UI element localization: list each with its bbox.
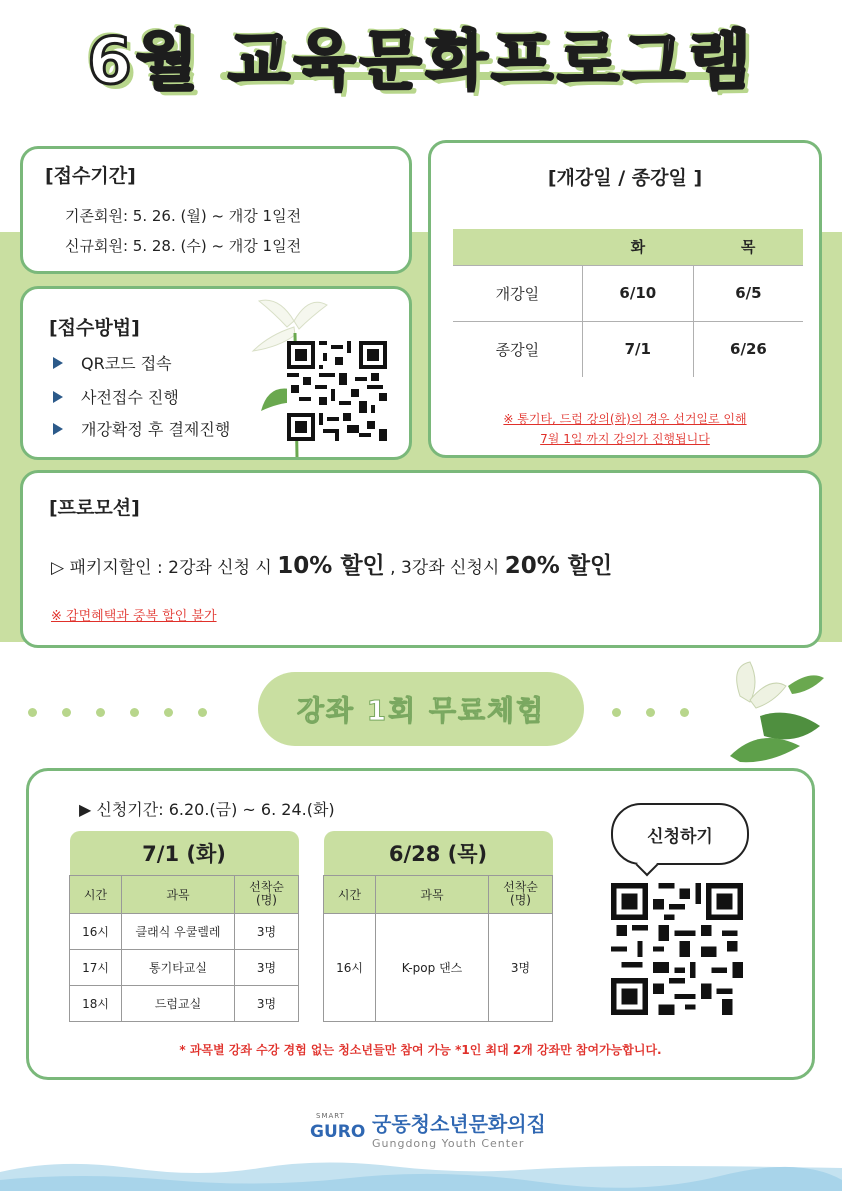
table-row [70, 949, 299, 985]
free-trial-card [26, 768, 815, 1080]
method-item-label: 사전접수 진행 [81, 388, 179, 407]
apply-label: 신청하기 [647, 826, 713, 847]
schedule-col-subject: 과목 [122, 875, 235, 913]
org-name-english: Gungdong Youth Center [372, 1137, 525, 1150]
dot [198, 708, 207, 717]
registration-qr-code[interactable] [287, 341, 387, 441]
dot [612, 708, 621, 717]
dot [646, 708, 655, 717]
schedule-col-capacity: 선착순 (명) [235, 875, 299, 913]
dot [130, 708, 139, 717]
schedule-subject: 클래식 우쿨렐레 [122, 913, 235, 949]
dates-corner-header [453, 229, 582, 265]
dates-note-line2: 7월 1일 까지 강의가 진행됩니다 [540, 432, 710, 446]
method-item [53, 351, 172, 374]
course-dates-card [428, 140, 822, 458]
dates-col-header: 목 [693, 229, 803, 265]
page-title: 6월 교육문화프로그램 [87, 25, 755, 99]
method-item [53, 417, 230, 440]
schedule-capacity: 3명 [235, 913, 299, 949]
schedule-capacity: 3명 [235, 949, 299, 985]
course-dates-table [453, 229, 803, 377]
schedule-capacity: 3명 [489, 913, 553, 1021]
decorative-dots-left [28, 708, 207, 717]
triangle-bullet-icon [53, 423, 63, 435]
table-row [70, 913, 299, 949]
schedule-day2-title: 6/28 (목) [324, 831, 553, 875]
method-card [20, 286, 412, 460]
logo-text: GURO [310, 1122, 366, 1142]
free-trial-banner [258, 672, 584, 746]
method-item [53, 385, 179, 408]
org-name [372, 1108, 546, 1150]
trial-note: * 과목별 강좌 수강 경험 없는 청소년들만 참여 가능 *1인 최대 2개 강좌만 참여가능합니다. [179, 1043, 662, 1057]
dot [96, 708, 105, 717]
table-row [453, 321, 803, 377]
registration-existing: 기존회원: 5. 26. (월) ~ 개강 1일전 [65, 207, 302, 225]
schedule-time: 18시 [70, 985, 122, 1021]
dates-row-label: 개강일 [453, 265, 582, 321]
footer-logo [310, 1108, 546, 1150]
apply-bubble[interactable] [611, 803, 749, 865]
schedule-subject: 드럼교실 [122, 985, 235, 1021]
free-trial-banner-label: 강좌 1회 무료체험 [296, 694, 546, 727]
schedule-col-subject: 과목 [376, 875, 489, 913]
promotion-discount-1: 10% 할인 [277, 553, 385, 579]
schedule-table-day2 [323, 831, 553, 1022]
trial-qr-code[interactable] [611, 883, 743, 1015]
schedule-day1-title: 7/1 (화) [70, 831, 299, 875]
schedule-time: 16시 [324, 913, 376, 1021]
schedule-col-capacity: 선착순 (명) [489, 875, 553, 913]
schedule-table-day1 [69, 831, 299, 1022]
dates-cell: 6/10 [582, 265, 693, 321]
table-row [70, 985, 299, 1021]
dates-heading: [개강일 / 종강일 ] [547, 167, 703, 189]
dot [680, 708, 689, 717]
method-item-label: QR코드 접속 [81, 354, 172, 373]
decorative-dots-right [612, 708, 689, 717]
dates-cell: 6/5 [693, 265, 803, 321]
title-wrap [0, 10, 842, 102]
schedule-time: 17시 [70, 949, 122, 985]
promotion-card [20, 470, 822, 648]
schedule-col-time: 시간 [324, 875, 376, 913]
dot [62, 708, 71, 717]
table-row [324, 913, 553, 1021]
apply-period: ▶ 신청기간: 6.20.(금) ~ 6. 24.(화) [79, 800, 335, 819]
dates-cell: 6/26 [693, 321, 803, 377]
dates-col-header: 화 [582, 229, 693, 265]
dates-cell: 7/1 [582, 321, 693, 377]
leaf-decoration-icon [700, 656, 830, 766]
registration-heading: [접수기간] [45, 165, 136, 187]
promotion-note: ※ 감면혜택과 중복 할인 불가 [51, 609, 217, 624]
promotion-line [51, 547, 612, 580]
method-heading: [접수방법] [49, 317, 140, 339]
dates-note-line1: ※ 통기타, 드럼 강의(화)의 경우 선거일로 인해 [503, 412, 747, 426]
schedule-capacity: 3명 [235, 985, 299, 1021]
guro-logo [310, 1112, 364, 1146]
schedule-col-time: 시간 [70, 875, 122, 913]
schedule-subject: K-pop 댄스 [376, 913, 489, 1021]
method-item-label: 개강확정 후 결제진행 [81, 420, 231, 439]
logo-small-text: SMART [316, 1112, 345, 1120]
org-name-korean: 궁동청소년문화의집 [372, 1112, 546, 1136]
promotion-discount-2: 20% 할인 [504, 553, 613, 579]
promotion-middle: , 3강좌 신청시 [384, 558, 505, 578]
table-row [453, 265, 803, 321]
bottom-wave-decoration [0, 1158, 842, 1191]
triangle-bullet-icon [53, 391, 63, 403]
registration-card [20, 146, 412, 274]
registration-new: 신규회원: 5. 28. (수) ~ 개강 1일전 [65, 237, 302, 255]
promotion-heading: [프로모션] [49, 497, 140, 519]
dot [164, 708, 173, 717]
dates-row-label: 종강일 [453, 321, 582, 377]
dot [28, 708, 37, 717]
triangle-bullet-icon [53, 357, 63, 369]
schedule-subject: 통기타교실 [122, 949, 235, 985]
promotion-prefix: ▷ 패키지할인 : 2강좌 신청 시 [51, 558, 278, 578]
schedule-time: 16시 [70, 913, 122, 949]
